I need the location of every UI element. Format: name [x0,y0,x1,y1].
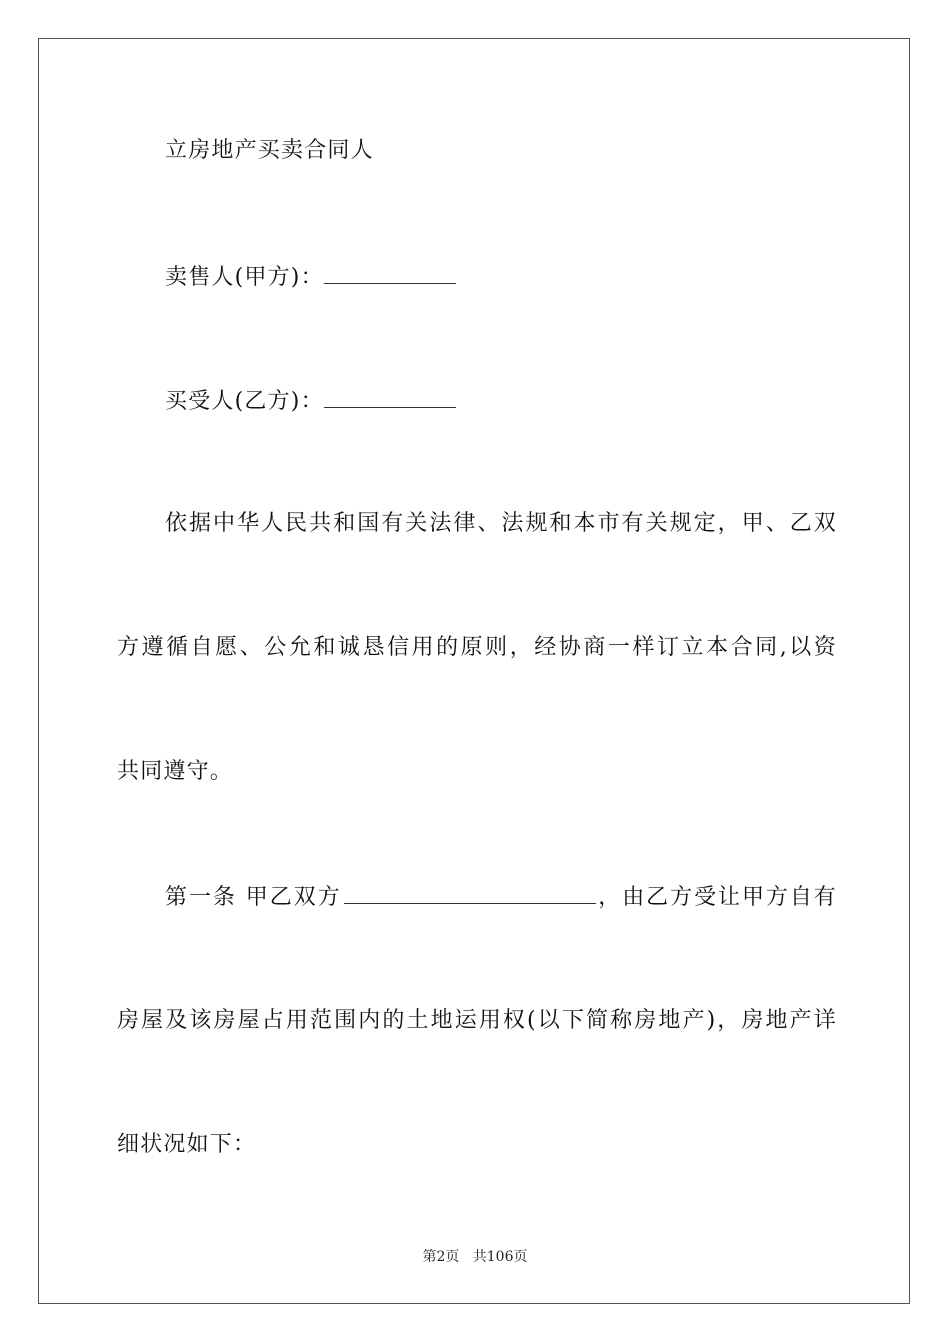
contract-title [165,136,885,166]
page-border [38,38,910,1304]
article-1-line-3: 细状况如下： [117,1132,257,1157]
article-1-line-2: 房屋及该房屋占用范围内的土地运用权(以下简称房地产)，房地产详 [117,1008,837,1033]
contract-title-text: 立房地产买卖合同人 [165,138,374,163]
article-1-line-1 [165,881,837,913]
buyer-label: 买受人(乙方)： [165,389,324,414]
page-number: 第2页 [422,1249,460,1265]
paragraph-1-line-1: 依据中华人民共和国有关法律、法规和本市有关规定，甲、乙双 [165,511,837,536]
article-1-intro: 第一条 甲乙双方 [165,885,342,910]
seller-name-blank[interactable] [324,261,456,284]
seller-line [165,261,885,293]
buyer-line [165,385,885,417]
page-footer [0,1248,950,1266]
page-total: 共106页 [472,1249,528,1265]
buyer-name-blank[interactable] [324,385,456,408]
article-1-blank[interactable] [344,881,596,904]
paragraph-1-line-2: 方遵循自愿、公允和诚恳信用的原则，经协商一样订立本合同,以资 [117,635,837,660]
article-1-continuation: ，由乙方受让甲方自有 [597,885,837,910]
paragraph-1-line-3: 共同遵守。 [117,759,234,784]
seller-label: 卖售人(甲方)： [165,265,324,290]
